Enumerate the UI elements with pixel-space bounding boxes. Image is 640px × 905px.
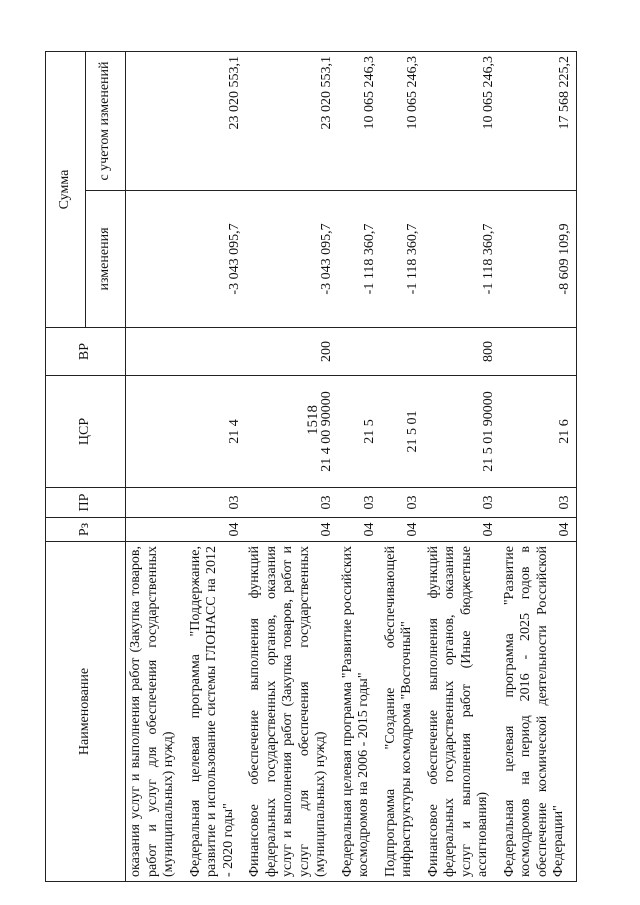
- row-vr: [186, 328, 246, 376]
- table-row: [186, 52, 246, 882]
- row-vr: [338, 328, 381, 376]
- row-total: 23 020 553,1: [245, 52, 338, 191]
- row-name: Федеральная целевая программа "Развитие российских космодромов на 2006 - 2015 годы": [338, 542, 381, 882]
- row-csr: 21 5: [338, 376, 381, 488]
- row-csr: 21 5 01 90000: [424, 376, 500, 488]
- row-rz: 04: [186, 518, 246, 542]
- row-total: [126, 52, 186, 191]
- row-rz: 04: [424, 518, 500, 542]
- row-change: -1 118 360,7: [338, 191, 381, 328]
- row-vr: [126, 328, 186, 376]
- row-change: -8 609 109,9: [500, 191, 577, 328]
- row-change: -3 043 095,7: [245, 191, 338, 328]
- row-pr: 03: [424, 488, 500, 518]
- row-name: оказания услуг и выполнения работ (Закупка товаров, работ и услуг для обеспечения государственных (муниципальных) нужд): [126, 542, 186, 882]
- table-row: [338, 52, 381, 882]
- header-pr: ПР: [46, 488, 126, 518]
- row-name: Финансовое обеспечение выполнения функций федеральных государственных органов, оказания услуг и выполнения работ (Закупка товаров, работ и услуг для обеспечения государственных (муниципальных) нужд): [245, 542, 338, 882]
- row-pr: 03: [381, 488, 424, 518]
- row-vr: 800: [424, 328, 500, 376]
- row-change: [126, 191, 186, 328]
- row-rz: 04: [338, 518, 381, 542]
- table-row: [126, 52, 186, 882]
- header-vr: ВР: [46, 328, 126, 376]
- row-csr: [126, 376, 186, 488]
- row-rz: [126, 518, 186, 542]
- row-rz: 04: [381, 518, 424, 542]
- row-rz: 04: [500, 518, 577, 542]
- row-name: Подпрограмма "Создание обеспечивающей инфраструктуры космодрома "Восточный": [381, 542, 424, 882]
- row-name: Финансовое обеспечение выполнения функций федеральных государственных органов, оказания услуг и выполнения работ (Иные бюджетные ассигнования): [424, 542, 500, 882]
- row-vr: [381, 328, 424, 376]
- page-number: 1518: [305, 405, 321, 435]
- header-sum: Сумма: [46, 52, 86, 328]
- table-row: [424, 52, 500, 882]
- header-name: Наименование: [46, 542, 126, 882]
- header-rz: Рз: [46, 518, 126, 542]
- row-rz: 04: [245, 518, 338, 542]
- row-name: Федеральная целевая программа "Развитие космодромов на период 2016 - 2025 годов в обеспечение космической деятельности Российской Федерации": [500, 542, 577, 882]
- row-change: -1 118 360,7: [424, 191, 500, 328]
- row-total: 10 065 246,3: [338, 52, 381, 191]
- budget-table: [45, 51, 577, 882]
- row-vr: 200: [245, 328, 338, 376]
- table-row: [245, 52, 338, 882]
- row-pr: [126, 488, 186, 518]
- row-total: 17 568 225,2: [500, 52, 577, 191]
- rotated-page: [45, 52, 585, 882]
- row-pr: 03: [186, 488, 246, 518]
- row-csr: 21 4 00 90000: [245, 376, 338, 488]
- row-pr: 03: [500, 488, 577, 518]
- row-pr: 03: [338, 488, 381, 518]
- table-row: [500, 52, 577, 882]
- row-csr: 21 5 01: [381, 376, 424, 488]
- row-name: Федеральная целевая программа "Поддержание, развитие и использование системы ГЛОНАСС на 2012 - 2020 годы": [186, 542, 246, 882]
- header-with-changes: с учетом изменений: [86, 52, 126, 191]
- row-total: 23 020 553,1: [186, 52, 246, 191]
- row-total: 10 065 246,3: [424, 52, 500, 191]
- row-change: -3 043 095,7: [186, 191, 246, 328]
- row-total: 10 065 246,3: [381, 52, 424, 191]
- row-pr: 03: [245, 488, 338, 518]
- header-changes: изменения: [86, 191, 126, 328]
- row-change: -1 118 360,7: [381, 191, 424, 328]
- row-csr: 21 4: [186, 376, 246, 488]
- row-vr: [500, 328, 577, 376]
- header-csr: ЦСР: [46, 376, 126, 488]
- table-row: [381, 52, 424, 882]
- row-csr: 21 6: [500, 376, 577, 488]
